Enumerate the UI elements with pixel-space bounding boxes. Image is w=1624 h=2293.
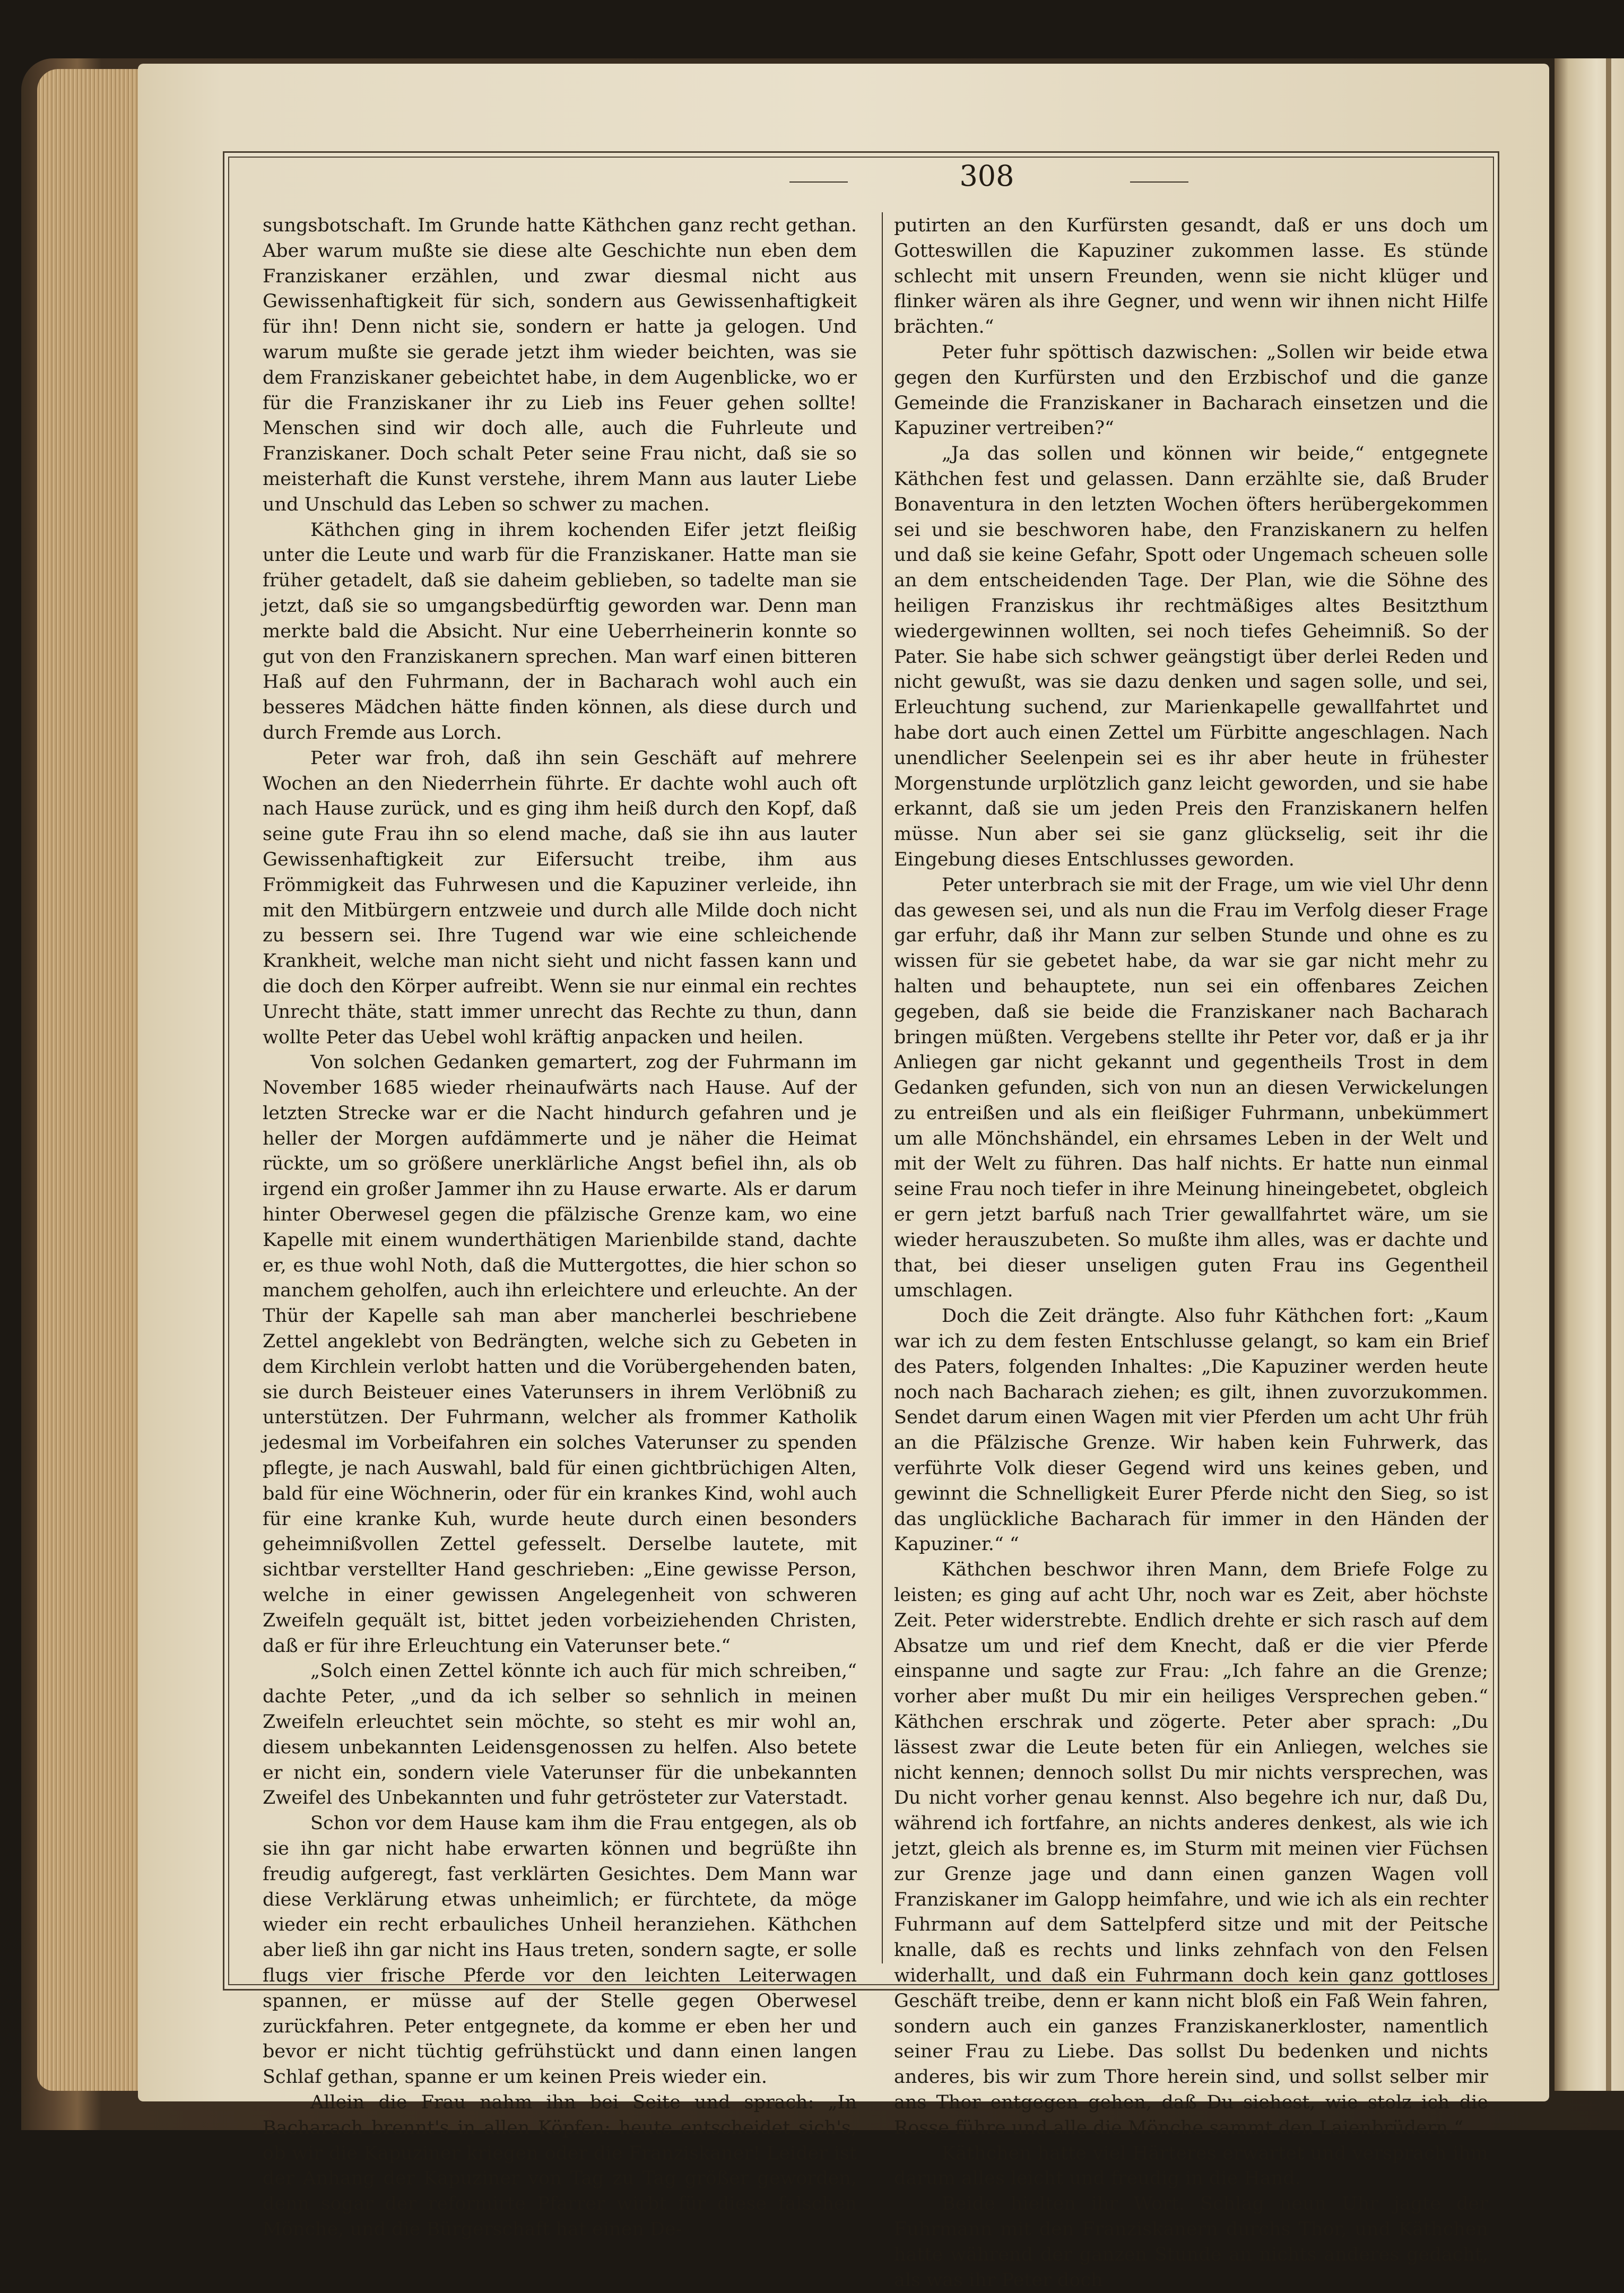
paragraph: Beide hielten ihr Wort. Schlag neun Uhr jagte der Fuhrmann mit den Franziskanern durchs Thor, und Käthchen hatte während der ganzen Stunde an nichts anderes gedacht, als was ihr Peter doch xyxy=(894,2193,1488,2291)
page-number: 308 xyxy=(959,159,1014,193)
left-column xyxy=(263,213,857,2243)
paragraph: „Ja das sollen und können wir beide,“ entgegnete Käthchen fest und gelassen. Dann erzählte sie, daß Bruder Bonaventura in den letzten Wochen öfters herübergekommen sei und sie beschworen habe, den Franziskanern zu helfen und daß sie keine Gefahr, Spott oder Ungemach scheuen solle an dem entscheidenden Tage. Der Plan, wie die Söhne des heiligen Franziskus ihr rechtmäßiges altes Besitzthum wiedergewinnen wollten, sei noch tiefes Geheimniß. So der Pater. Sie habe sich schwer geängstigt über derlei Reden und nicht gewußt, was sie dazu denken und sagen solle, und sei, Erleuchtung suchend, zur Marienkapelle gewallfahrtet und habe dort auch einen Zettel um Fürbitte angeschlagen. Nach unendlicher Seelenpein sei es ihr aber heute in frühester Morgenstunde urplötzlich ganz leicht geworden, und sie habe erkannt, daß sie um jeden Preis den Franziskanern helfen müsse. Nun aber sei sie ganz glückselig, seit ihr die Eingebung dieses Entschlusses geworden. xyxy=(894,443,1488,870)
header-rule-left xyxy=(789,181,848,183)
paragraph: Peter fuhr spöttisch dazwischen: „Sollen wir beide etwa gegen den Kurfürsten und den Erzbischof und die ganze Gemeinde die Franziskaner in Bacharach einsetzen und die Kapuziner vertreiben?“ xyxy=(894,341,1488,439)
page-header xyxy=(223,159,1496,202)
paragraph: Peter unterbrach sie mit der Frage, um wie viel Uhr denn das gewesen sei, und als nun die Frau im Verfolg dieser Frage gar erfuhr, daß ihr Mann zur selben Stunde und ohne es zu wissen für sie gebetet habe, da war sie gar nicht mehr zu halten und behauptete, nun sei ein offenbares Zeichen gegeben, daß sie beide die Franziskaner nach Bacharach bringen müßten. Vergebens stellte ihr Peter vor, daß er ja ihr Anliegen gar nicht gekannt und gegentheils Trost in dem Gedanken gefunden, sich von nun an diesen Verwickelungen zu entreißen und als ein fleißiger Fuhrmann, unbekümmert um alle Mönchshändel, ein ehrsames Leben in der Welt und mit der Welt zu führen. Das half nichts. Er hatte nun einmal seine Frau noch tiefer in ihre Meinung hineingebetet, obgleich er gern jetzt barfuß nach Trier gewallfahrtet wäre, um sie wieder herauszubeten. So mußte ihm alles, was er dachte und that, bei dieser unseligen guten Frau ins Gegentheil umschlagen. xyxy=(894,874,1488,1302)
paragraph: Doch die Zeit drängte. Also fuhr Käthchen fort: „Kaum war ich zu dem festen Entschlusse gelangt, so kam ein Brief des Paters, folgenden Inhaltes: „Die Kapuziner werden heute noch nach Bacharach ziehen; es gilt, ihnen zuvorzukommen. Sendet darum einen Wagen mit vier Pferden um acht Uhr früh an die Pfälzische Grenze. Wir haben kein Fuhrwerk, das verführte Volk dieser Gegend wird uns keines geben, und gewinnt die Schnelligkeit Eurer Pferde nicht den Sieg, so ist das unglückliche Bacharach für immer in den Händen der Kapuziner.“ “ xyxy=(894,1305,1488,1555)
paragraph: „Solch einen Zettel könnte ich auch für mich schreiben,“ dachte Peter, „und da ich selber so sehnlich in meinen Zweifeln erleuchtet sein möchte, so steht es mir wohl an, diesem unbekannten Leidensgenossen zu helfen. Also betete er nicht ein, sondern viele Vaterunser für die unbekannten Zweifel des Unbekannten und fuhr getrösteter zur Vaterstadt. xyxy=(263,1660,857,1809)
paragraph: Schon vor dem Hause kam ihm die Frau entgegen, als ob sie ihn gar nicht habe erwarten können und begrüßte ihn freudig aufgeregt, fast verklärten Gesichtes. Dem Mann war diese Verklärung etwas unheimlich; er fürchtete, da möge wieder ein recht erbauliches Unheil heranziehen. Käthchen aber ließ ihn gar nicht ins Haus treten, sondern sagte, er solle flugs vier frische Pferde vor den leichten Leiterwagen spannen, er müsse auf der Stelle gegen Oberwesel zurückfahren. Peter entgegnete, da komme er eben her und bevor er nicht tüchtig gefrühstückt und dann einen langen Schlaf gethan, spanne er um keinen Preis wieder ein. xyxy=(263,1813,857,2088)
paragraph: sungsbotschaft. Im Grunde hatte Käthchen ganz recht gethan. Aber warum mußte sie diese alte Geschichte nun eben dem Franziskaner erzählen, und zwar diesmal nicht aus Gewissenhaftigkeit für sich, sondern aus Gewissenhaftigkeit für ihn! Denn nicht sie, sondern er hatte ja gelogen. Und warum mußte sie gerade jetzt ihm wieder beichten, was sie dem Franziskaner gebeichtet habe, in dem Augenblicke, wo er für die Franziskaner ihr zu Lieb ins Feuer gehen sollte! Menschen sind wir doch alle, auch die Fuhrleute und Franziskaner. Doch schalt Peter seine Frau nicht, daß sie so meisterhaft die Kunst verstehe, ihrem Mann aus lauter Liebe und Unschuld das Leben so schwer zu machen. xyxy=(263,215,857,515)
header-rule-right xyxy=(1130,181,1188,183)
column-divider xyxy=(882,212,883,1963)
paragraph: Von solchen Gedanken gemartert, zog der Fuhrmann im November 1685 wieder rheinaufwärts nach Hause. Auf der letzten Strecke war er die Nacht hindurch gefahren und je heller der Morgen aufdämmerte und je näher die Heimat rückte, um so größere unerklärliche Angst befiel ihn, als ob irgend ein großer Jammer ihn zu Hause erwarte. Als er darum hinter Oberwesel gegen die pfälzische Grenze kam, wo eine Kapelle mit einem wunderthätigen Marienbilde stand, dachte er, es thue wohl Noth, daß die Muttergottes, die hier schon so manchem geholfen, auch ihn erleichtere und erleuchte. An der Thür der Kapelle sah man aber mancherlei beschriebene Zettel angeklebt von Bedrängten, welche sich zu Gebeten in dem Kirchlein verlobt hatten und die Vorübergehenden baten, sie durch Beisteuer eines Vaterunsers in ihrem Verlöbniß zu unterstützen. Der Fuhrmann, welcher als frommer Katholik jedesmal im Vorbeifahren ein solches Vaterunser zu spenden pflegte, je nach Auswahl, bald für einen gichtbrüchigen Alten, bald für eine Wöchnerin, oder für ein krankes Kind, wohl auch für eine kranke Kuh, wurde heute durch einen besonders geheimnißvollen Zettel gefesselt. Derselbe lautete, mit sichtbar verstellter Hand geschrieben: „Eine gewisse Person, welche in einer gewissen Angelegenheit von schweren Zweifeln gequält ist, bittet jeden vorbeiziehenden Christen, daß er für ihre Erleuchtung ein Vaterunser bete.“ xyxy=(263,1052,857,1657)
paragraph: Allein die Frau nahm ihn bei Seite und sprach: „In Bacharach brennt's in allen Köpfen: heute entscheidet sich's, ob wir die Kapuziner kriegen oder die Franziskaner! Leider ist der Anhang der Kapuziner von Tag zu Tag größer geworden, denn sogar der reformirte Pfarrer wirbt für diese falschen Mönche, und die Bürgerschaft hat einen De- xyxy=(263,2091,857,2240)
right-column xyxy=(894,213,1488,2293)
page-block-edge xyxy=(37,69,149,2091)
facing-page-gutter xyxy=(1606,58,1611,2091)
paragraph: Käthchen ging in ihrem kochenden Eifer jetzt fleißig unter die Leute und warb für die Franziskaner. Hatte man sie früher getadelt, daß sie daheim geblieben, so tadelte man sie jetzt, daß sie so umgangsbedürftig geworden war. Denn man merkte bald die Absicht. Nur eine Ueberrheinerin konnte so gut von den Franziskanern sprechen. Man warf einen bitteren Haß auf den Fuhrmann, der in Bacharach wohl auch ein besseres Mädchen hätte finden können, als diese durch und durch Fremde aus Lorch. xyxy=(263,519,857,743)
paragraph: Peter war froh, daß ihn sein Geschäft auf mehrere Wochen an den Niederrhein führte. Er dachte wohl auch oft nach Hause zurück, und es ging ihm heiß durch den Kopf, daß seine gute Frau ihn so elend mache, daß sie ihn aus lauter Gewissenhaftigkeit zur Eifersucht treibe, ihm aus Frömmigkeit das Fuhrwesen und die Kapuziner verleide, ihn mit den Mitbürgern entzweie und durch alle Milde doch nicht zu bessern sei. Ihre Tugend war wie eine schleichende Krankheit, welche man nicht sieht und nicht fassen kann und die doch den Körper aufreibt. Wenn sie nur einmal ein rechtes Unrecht thäte, statt immer unrecht das Rechte zu thun, dann wollte Peter das Uebel wohl kräftig anpacken und heilen. xyxy=(263,747,857,1048)
facing-page-edge xyxy=(1554,58,1624,2091)
paragraph: Käthchen hatte viel Härteres erwartet und versprach ihm darum alles leicht und freudig in die Hand. xyxy=(894,2142,1488,2190)
paragraph: Käthchen beschwor ihren Mann, dem Briefe Folge zu leisten; es ging auf acht Uhr, noch war es Zeit, aber höchste Zeit. Peter widerstrebte. Endlich drehte er sich rasch auf dem Absatze um und rief dem Knecht, daß er die vier Pferde einspanne und sagte zur Frau: „Ich fahre an die Grenze; vorher aber mußt Du mir ein heiliges Versprechen geben.“ Käthchen erschrak und zögerte. Peter aber sprach: „Du lässest zwar die Leute beten für ein Anliegen, welches sie nicht kennen; dennoch sollst Du mir nichts versprechen, was Du nicht vorher genau kennst. Also begehre ich nur, daß Du, während ich fortfahre, an nichts anderes denkest, als wie ich jetzt, gleich als brenne es, im Sturm mit meinen vier Füchsen zur Grenze jage und dann einen ganzen Wagen voll Franziskaner im Galopp heimfahre, und wie ich als ein rechter Fuhrmann auf dem Sattelpferd sitze und mit der Peitsche knalle, daß es rechts und links zehnfach von den Felsen widerhallt, und daß ein Fuhrmann doch kein ganz gottloses Geschäft treibe, denn er kann nicht bloß ein Faß Wein fahren, sondern auch ein ganzes Franziskanerkloster, namentlich seiner Frau zu Liebe. Das sollst Du bedenken und nichts anderes, bis wir zum Thore herein sind, und sollst selber mir ans Thor entgegen gehen, daß Du siehest, wie stolz ich die Rosse führe und alle die Mönche sammt den Laienbrüdern.“ xyxy=(894,1559,1488,2139)
paragraph: putirten an den Kurfürsten gesandt, daß er uns doch um Gotteswillen die Kapuziner zukommen lasse. Es stünde schlecht mit unsern Freunden, wenn sie nicht klüger und flinker wären als ihre Gegner, und wenn wir ihnen nicht Hilfe brächten.“ xyxy=(894,215,1488,338)
